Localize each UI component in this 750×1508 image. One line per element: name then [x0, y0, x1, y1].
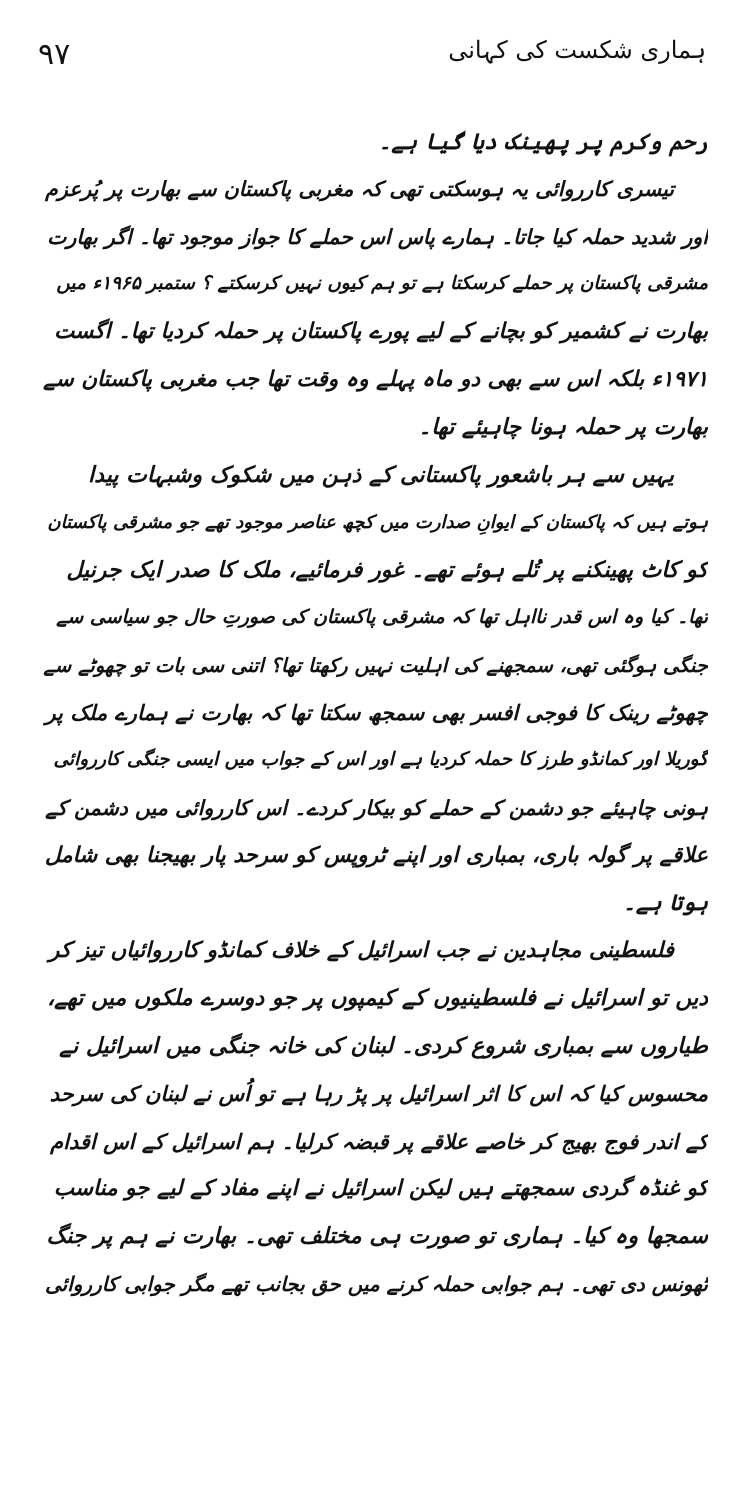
body-text — [40, 118, 708, 1308]
text-line: بھارت پر حملہ ہونا چاہیئے تھا۔ — [418, 414, 708, 441]
text-line: تیسری کارروائی یہ ہوسکتی تھی کہ مغربی پاکستان سے بھارت پر پُرعزم — [45, 177, 674, 202]
text-line: تھا۔ کیا وہ اس قدر نااہل تھا کہ مشرقی پاکستان کی صورتِ حال جو سیاسی سے — [56, 606, 708, 629]
text-line: ٹھونس دی تھی۔ ہم جوابی حملہ کرنے میں حق بجانب تھے مگر جوابی کارروائی — [44, 1272, 708, 1297]
text-line: چھوٹے رینک کا فوجی افسر بھی سمجھ سکتا تھا کہ بھارت نے ہمارے ملک پر — [45, 700, 708, 726]
text-line: کو کاٹ پھینکنے پر تُلے ہوئے تھے۔ غور فرمائیے، ملک کا صدر ایک جرنیل — [66, 557, 708, 584]
text-line: بھارت نے کشمیر کو بچانے کے لیے پورے پاکستان پر حملہ کردیا تھا۔ اگست — [54, 319, 708, 345]
text-line: گوریلا اور کمانڈو طرز کا حملہ کردیا ہے اور اس کے جواب میں ایسی جنگی کارروائی — [53, 749, 708, 771]
text-line: محسوس کیا کہ اس کا اثر اسرائیل پر پڑ رہا ہے تو اُس نے لبنان کی سرحد — [49, 1081, 708, 1107]
text-line: اور شدید حملہ کیا جاتا۔ ہمارے پاس اس حملے کا جواز موجود تھا۔ اگر بھارت — [47, 224, 708, 249]
text-line: کے اندر فوج بھیج کر خاصے علاقے پر قبضہ کرلیا۔ ہم اسرائیل کے اس اقدام — [50, 1128, 708, 1154]
page-number: ۹۷ — [38, 37, 71, 72]
text-line: ہوتے ہیں کہ پاکستان کے ایوانِ صدارت میں کچھ عناصر موجود تھے جو مشرقی پاکستان — [47, 511, 708, 533]
text-line: ہوتا ہے۔ — [622, 890, 708, 917]
text-line: دیں تو اسرائیل نے فلسطینیوں کے کیمپوں پر جو دوسرے ملکوں میں تھے، — [47, 985, 708, 1012]
text-line: فلسطینی مجاہدین نے جب اسرائیل کے خلاف کمانڈو کارروائیاں تیز کر — [49, 938, 674, 964]
running-title: ہماری شکست کی کہانی — [448, 36, 706, 64]
text-line: کو غنڈہ گردی سمجھتے ہیں لیکن اسرائیل نے اپنے مفاد کے لیے جو مناسب — [53, 1176, 708, 1202]
text-line: علاقے پر گولہ باری، بمباری اور اپنے ٹروپس کو سرحد پار بھیجنا بھی شامل — [44, 842, 708, 868]
text-line: ۱۹۷۱ء بلکہ اس سے بھی دو ماہ پہلے وہ وقت تھا جب مغربی پاکستان سے — [43, 367, 708, 393]
text-line: یہیں سے ہر باشعور پاکستانی کے ذہن میں شکوک وشبہات پیدا — [88, 461, 674, 488]
text-line: طیاروں سے بمباری شروع کردی۔ لبنان کی خانہ جنگی میں اسرائیل نے — [59, 1033, 708, 1060]
text-line: ہونی چاہیئے جو دشمن کے حملے کو بیکار کردے۔ اس کارروائی میں دشمن کے — [45, 795, 708, 820]
page-header — [0, 0, 750, 80]
text-line: مشرقی پاکستان پر حملے کرسکتا ہے تو ہم کیوں نہیں کرسکتے ؟ ستمبر ۱۹۶۵ء میں — [56, 273, 708, 295]
text-line: جنگی ہوگئی تھی، سمجھنے کی اہلیت نہیں رکھتا تھا؟ اتنی سی بات تو چھوٹے سے — [43, 653, 708, 677]
text-line: رحم وکرم پر پھینک دیا گیا ہے۔ — [378, 128, 708, 155]
text-line: سمجھا وہ کیا۔ ہماری تو صورت ہی مختلف تھی۔ بھارت نے ہم پر جنگ — [46, 1223, 708, 1250]
